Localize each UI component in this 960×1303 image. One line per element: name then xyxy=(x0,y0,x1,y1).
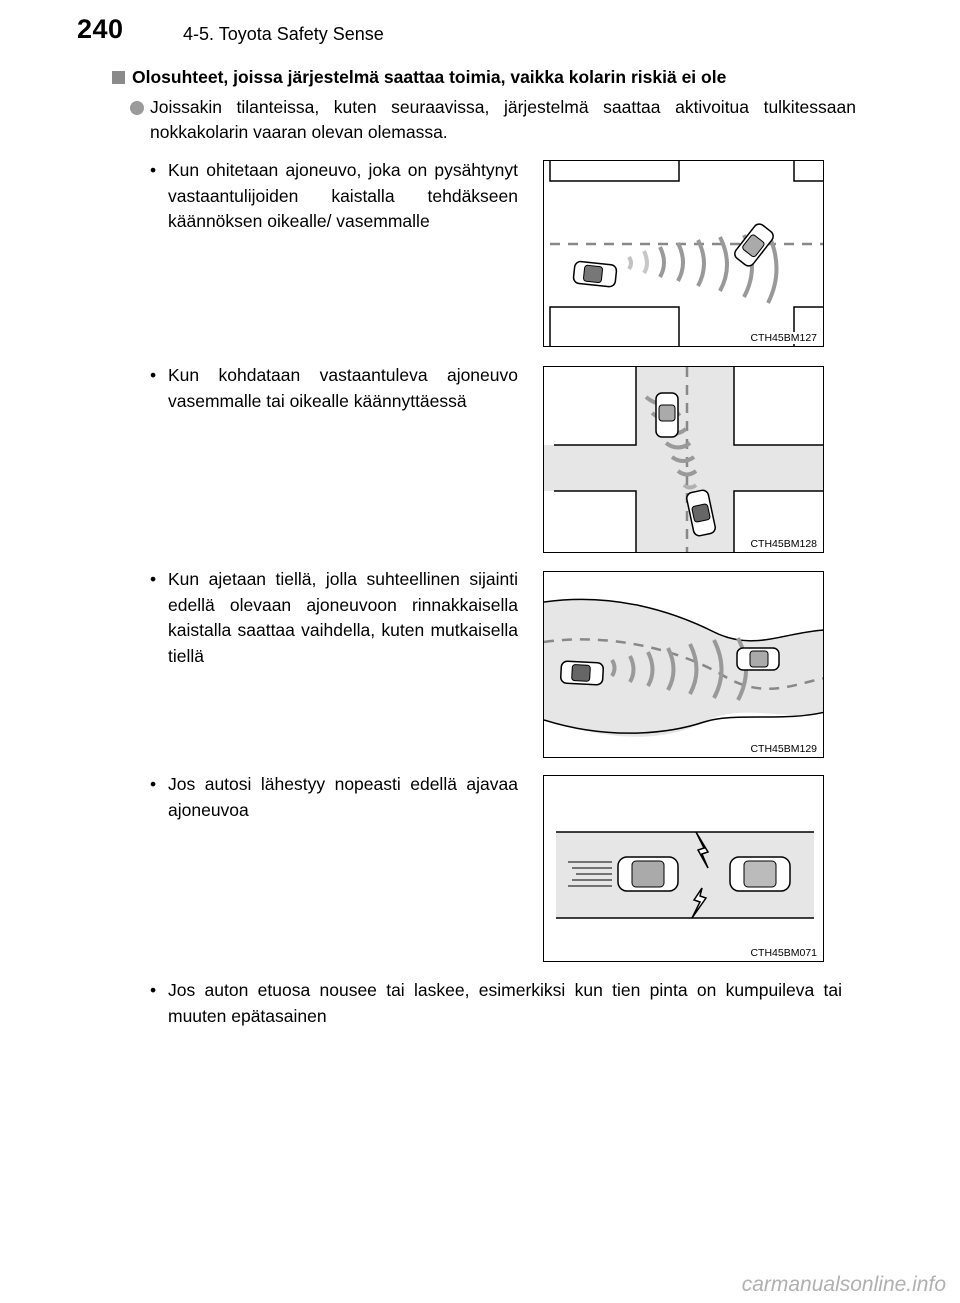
bullet: • xyxy=(150,365,157,385)
figure-passing-turning-vehicle xyxy=(543,160,824,347)
figure-code: CTH45BM127 xyxy=(750,332,817,344)
subsection-heading xyxy=(112,67,852,88)
list-item-text: Kun ajetaan tiellä, jolla suhteellinen sijainti edellä olevaan ajoneuvoon rinnakkaisella kaistalla saattaa vaihdella, kuten mutkaisella tiellä xyxy=(168,569,518,666)
winding-road-illustration xyxy=(544,572,824,758)
figure-rapid-approach xyxy=(543,775,824,962)
figure-code: CTH45BM128 xyxy=(750,538,817,550)
intersection-illustration xyxy=(544,161,824,347)
list-item-text: Jos autosi lähestyy nopeasti edellä ajavaa ajoneuvoa xyxy=(168,774,518,820)
figure-oncoming-turning xyxy=(543,366,824,553)
watermark: carmanualsonline.info xyxy=(741,1273,946,1296)
page-number: 240 xyxy=(77,14,124,44)
rapid-approach-illustration xyxy=(544,776,824,962)
bullet: • xyxy=(150,569,157,589)
intro-text: Joissakin tilanteissa, kuten seuraavissa, järjestelmä saattaa aktivoitua tulkitessaan nokkakolarin vaaran olevan olemassa. xyxy=(150,97,856,142)
section-title: 4-5. Toyota Safety Sense xyxy=(183,24,384,44)
list-item-text: Jos auton etuosa nousee tai laskee, esimerkiksi kun tien pinta on kumpuileva tai muuten epätasainen xyxy=(168,980,842,1026)
figure-code: CTH45BM129 xyxy=(750,743,817,755)
heading-text: Olosuhteet, joissa järjestelmä saattaa toimia, vaikka kolarin riskiä ei ole xyxy=(132,67,727,87)
figure-code: CTH45BM071 xyxy=(750,947,817,959)
list-item xyxy=(150,363,518,414)
intro-paragraph xyxy=(130,95,856,145)
bullet: • xyxy=(150,774,157,794)
list-item-text: Kun kohdataan vastaantuleva ajoneuvo vasemmalle tai oikealle käännyttäessä xyxy=(168,365,518,411)
list-item-text: Kun ohitetaan ajoneuvo, joka on pysähtynyt vastaantulijoiden kaistalla tehdäkseen käännöksen oikealle/ vasemmalle xyxy=(168,160,518,231)
list-item xyxy=(150,158,518,235)
figure-winding-road xyxy=(543,571,824,758)
crossroads-illustration xyxy=(544,367,824,553)
round-bullet-icon xyxy=(130,101,144,115)
bullet: • xyxy=(150,980,157,1000)
list-item xyxy=(150,567,518,669)
list-item xyxy=(150,772,518,823)
bullet: • xyxy=(150,160,157,180)
square-bullet-icon xyxy=(112,71,125,84)
list-item xyxy=(150,978,842,1029)
